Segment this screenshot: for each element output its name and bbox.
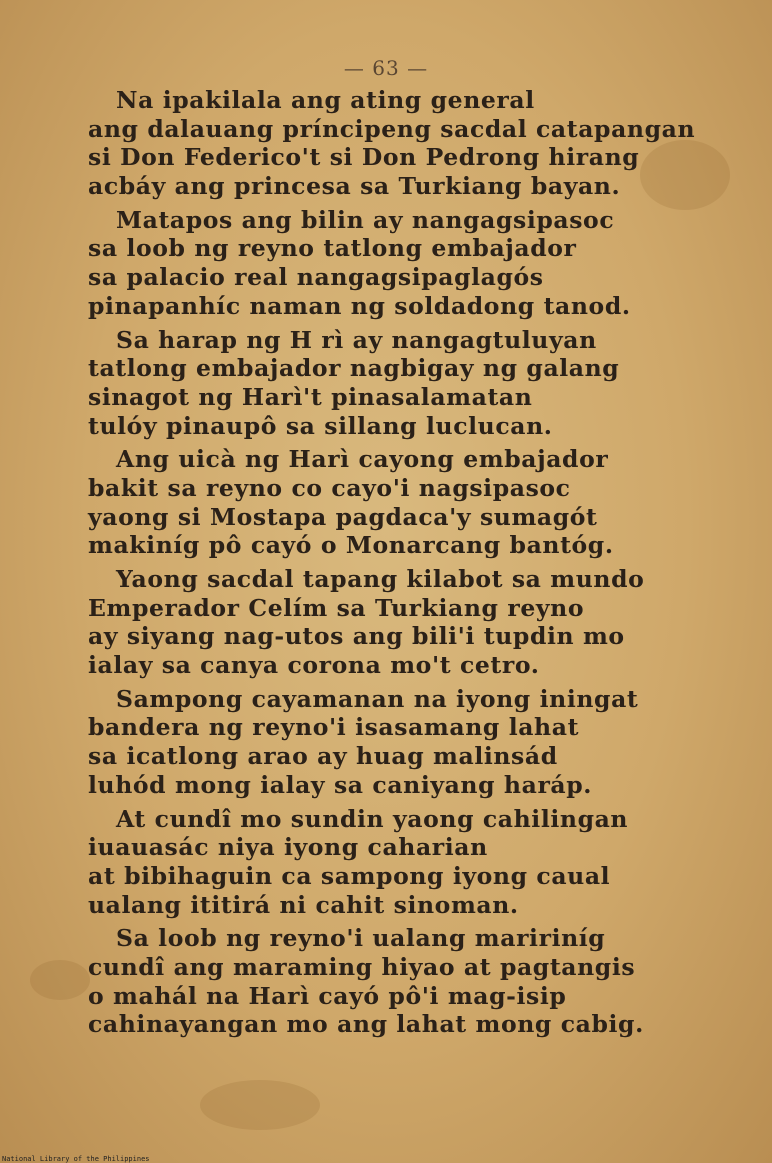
verse-line: cahinayangan mo ang lahat mong cabig. [88, 1010, 644, 1039]
verse-line: sa icatlong arao ay huag malinsád [88, 742, 558, 771]
verse-line: ang dalauang príncipeng sacdal catapangan [88, 114, 696, 143]
stanza [88, 445, 688, 560]
verse-line: ialay sa canya corona mo't cetro. [88, 651, 540, 680]
stanza [88, 924, 688, 1039]
verse-line: si Don Federico't si Don Pedrong hirang [88, 143, 640, 172]
stanza [88, 565, 688, 680]
verse-line: Yaong sacdal tapang kilabot sa mundo [116, 565, 645, 593]
verse-line: Sa harap ng H rì ay nangagtuluyan [116, 325, 597, 354]
verse-line: o mahál na Harì cayó pô'i mag-isip [88, 981, 567, 1010]
paper-stain [200, 1080, 320, 1130]
verse-line: ualang ititirá ni cahit sinoman. [88, 890, 519, 919]
verse-line: bakit sa reyno co cayo'i nagsipasoc [88, 473, 571, 502]
verse-line: cundî ang maraming hiyao at pagtangis [88, 952, 636, 981]
verse-line: sinagot ng Harì't pinasalamatan [88, 382, 533, 411]
verse-line: Sa loob ng reyno'i ualang maririníg [116, 924, 606, 953]
stanza [88, 685, 688, 800]
poem-text [88, 86, 696, 1044]
paper-stain [30, 960, 90, 1000]
verse-line: tatlong embajador nagbigay ng galang [88, 354, 620, 383]
verse-line: acbáy ang princesa sa Turkiang bayan. [88, 172, 621, 201]
verse-line: Ang uicà ng Harì cayong embajador [116, 445, 609, 474]
verse-line: Emperador Celím sa Turkiang reyno [88, 593, 585, 622]
verse-line: at bibihaguin ca sampong iyong caual [88, 861, 611, 890]
verse-line: sa loob ng reyno tatlong embajador [88, 234, 577, 263]
verse-line: bandera ng reyno'i isasamang lahat [88, 713, 580, 742]
verse-line: makiníg pô cayó o Monarcang bantóg. [88, 531, 614, 560]
stanza [88, 805, 688, 920]
verse-line: sa palacio real nangagsipaglagós [88, 263, 544, 292]
stanza [88, 206, 688, 321]
page-number: — 63 — [343, 56, 429, 80]
stanza [88, 86, 696, 201]
verse-line: tulóy pinaupô sa sillang luclucan. [88, 411, 553, 440]
verse-line: Sampong cayamanan na iyong iningat [116, 684, 639, 713]
stanza [88, 326, 688, 441]
verse-line: At cundî mo sundin yaong cahilingan [116, 804, 629, 833]
verse-line: pinapanhíc naman ng soldadong tanod. [88, 291, 631, 320]
verse-line: luhód mong ialay sa caniyang haráp. [88, 770, 593, 799]
verse-line: yaong si Mostapa pagdaca'y sumagót [88, 502, 598, 531]
verse-line: Matapos ang bilin ay nangagsipasoc [116, 205, 615, 234]
library-credit: National Library of the Philippines [2, 1155, 150, 1163]
verse-line: iuauasác niya iyong caharian [88, 833, 488, 862]
verse-line: ay siyang nag-utos ang bili'i tupdin mo [88, 622, 625, 651]
verse-line: Na ipakilala ang ating general [116, 86, 535, 114]
